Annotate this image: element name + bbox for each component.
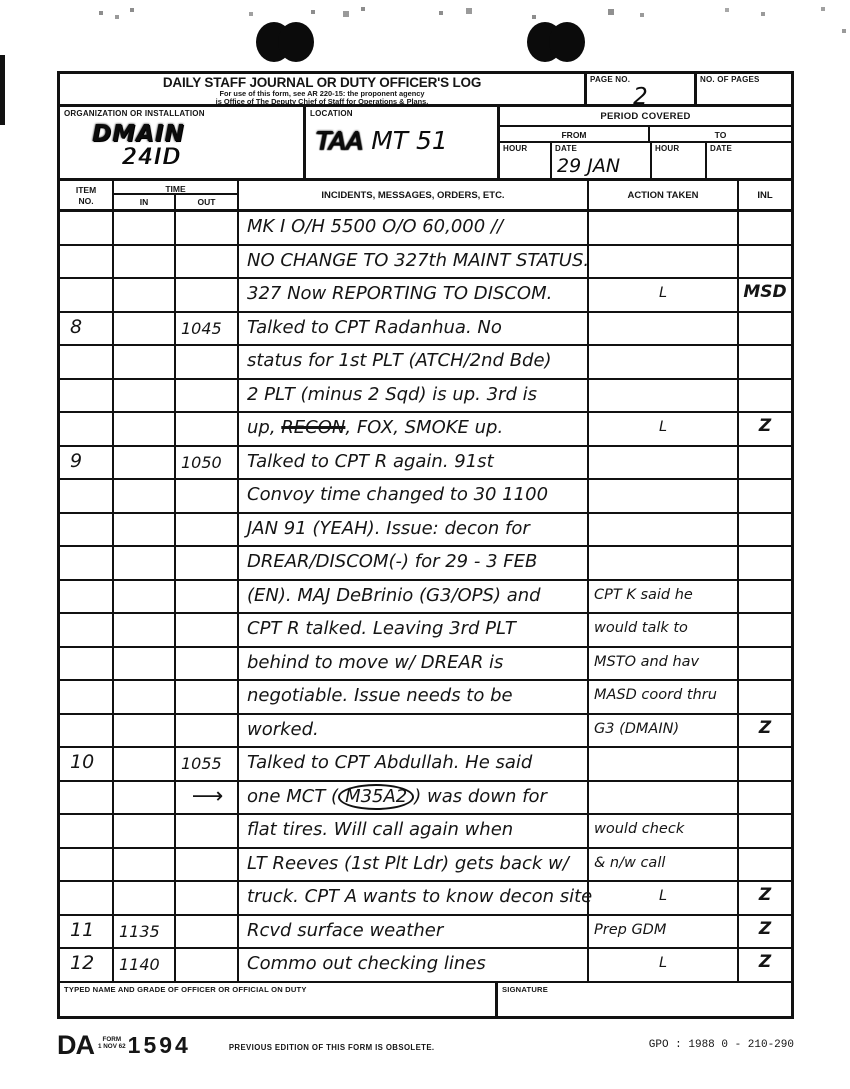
time-out-cell: 1055: [174, 748, 237, 780]
log-row: [60, 246, 791, 280]
form-title-row: [60, 74, 791, 110]
time-out-cell: [174, 815, 237, 847]
time-in-cell: [112, 246, 174, 278]
initials-cell: [737, 581, 791, 613]
to-label: TO: [714, 129, 727, 140]
initials-cell: MSD: [737, 279, 791, 311]
page-no-label: PAGE NO.: [590, 75, 631, 84]
incident-text-cell: Commo out checking lines: [237, 949, 587, 981]
time-out-cell: [174, 547, 237, 579]
time-in-cell: [112, 614, 174, 646]
log-table-header: [60, 181, 791, 212]
location-cell: [303, 107, 497, 178]
time-out-cell: [174, 581, 237, 613]
log-row: [60, 782, 791, 816]
time-out-cell: 1050: [174, 447, 237, 479]
incident-text-cell: Talked to CPT R again. 91st: [237, 447, 587, 479]
incident-text-cell: MK I O/H 5500 O/O 60,000 //: [237, 212, 587, 244]
time-in-cell: [112, 648, 174, 680]
time-out-cell: [174, 413, 237, 445]
time-in-cell: [112, 748, 174, 780]
log-row: [60, 581, 791, 615]
time-out-cell: [174, 212, 237, 244]
initials-cell: Z: [737, 916, 791, 948]
time-in-cell: [112, 480, 174, 512]
initials-cell: [737, 614, 791, 646]
form-subtitle-line1: For use of this form, see AR 220-15: the proponent agency: [219, 89, 425, 98]
time-in-cell: [112, 681, 174, 713]
gpo-print-code: GPO : 1988 0 - 210-290: [648, 1039, 794, 1051]
item-no-cell: 11: [70, 918, 95, 941]
incident-text-cell: 2 PLT (minus 2 Sqd) is up. 3rd is: [237, 380, 587, 412]
to-hour-label: HOUR: [655, 144, 680, 153]
form-footer-print: [57, 1032, 794, 1059]
item-no-cell: [60, 380, 112, 412]
action-taken-cell: would talk to: [587, 614, 737, 646]
item-header-line1: ITEM: [75, 185, 97, 195]
signature-row: [60, 983, 791, 1016]
incident-text-cell: behind to move w/ DREAR is: [237, 648, 587, 680]
form-title: DAILY STAFF JOURNAL OR DUTY OFFICER'S LOG: [162, 75, 482, 90]
organization-label: ORGANIZATION OR INSTALLATION: [64, 109, 205, 118]
incident-text-cell: Convoy time changed to 30 1100: [237, 480, 587, 512]
incident-text-cell: Rcvd surface weather: [237, 916, 587, 948]
time-in-cell: [112, 279, 174, 311]
log-row: [60, 480, 791, 514]
organization-cell: [60, 107, 303, 178]
action-taken-cell: CPT K said he: [587, 581, 737, 613]
signature-label: SIGNATURE: [502, 985, 548, 994]
time-out-cell: [174, 648, 237, 680]
item-no-header: [60, 181, 112, 209]
initials-cell: [737, 480, 791, 512]
to-hour-cell: [650, 143, 705, 178]
time-out-cell: [174, 849, 237, 881]
incident-text-cell: LT Reeves (1st Plt Ldr) gets back w/: [237, 849, 587, 881]
form-id-block: [57, 1032, 191, 1059]
location-value: [316, 126, 493, 155]
form-title-cell: [60, 74, 584, 104]
initials-cell: [737, 380, 791, 412]
initials-cell: [737, 849, 791, 881]
action-taken-cell: [587, 748, 737, 780]
time-in-cell: [112, 547, 174, 579]
time-in-cell: [112, 882, 174, 914]
log-row: [60, 648, 791, 682]
action-taken-cell: Prep GDM: [587, 916, 737, 948]
action-taken-cell: L: [587, 882, 737, 914]
organization-value-line1: DMAIN: [92, 121, 185, 147]
no-of-pages-label: NO. OF PAGES: [700, 75, 760, 84]
time-out-cell: ⟶: [174, 782, 237, 814]
time-in-cell: [112, 715, 174, 747]
time-in-cell: [112, 313, 174, 345]
action-taken-cell: [587, 782, 737, 814]
circled-text: M35A2: [338, 784, 414, 810]
log-row: [60, 380, 791, 414]
location-text: MT 51: [371, 126, 448, 155]
form-word: FORM: [102, 1036, 122, 1043]
time-in-cell: [112, 581, 174, 613]
log-row: [60, 715, 791, 749]
item-no-cell: 10: [70, 751, 95, 773]
location-scribble: TAA: [316, 126, 364, 155]
log-row: [60, 447, 791, 481]
item-no-cell: [60, 547, 112, 579]
incident-text-cell: up, RECON, FOX, SMOKE up.: [237, 413, 587, 445]
action-taken-cell: [587, 346, 737, 378]
to-date-label: DATE: [710, 144, 732, 153]
initials-cell: [737, 815, 791, 847]
time-in-cell: [112, 447, 174, 479]
item-no-cell: [60, 514, 112, 546]
obsolete-note: PREVIOUS EDITION OF THIS FORM IS OBSOLETE.: [228, 1043, 435, 1052]
log-table-body: [60, 212, 791, 983]
initials-cell: [737, 313, 791, 345]
action-taken-cell: [587, 313, 737, 345]
initials-cell: Z: [737, 413, 791, 445]
log-row: [60, 212, 791, 246]
log-row: [60, 916, 791, 950]
initials-cell: [737, 782, 791, 814]
from-date-label: DATE: [555, 144, 577, 153]
initials-cell: Z: [737, 949, 791, 981]
item-no-cell: [60, 849, 112, 881]
item-no-cell: [60, 346, 112, 378]
item-no-cell: 12: [70, 952, 95, 974]
incident-text-cell: (EN). MAJ DeBrinio (G3/OPS) and: [237, 581, 587, 613]
time-out-cell: [174, 346, 237, 378]
time-out-cell: [174, 614, 237, 646]
time-out-cell: [174, 246, 237, 278]
log-row: [60, 815, 791, 849]
item-no-cell: [60, 681, 112, 713]
action-taken-cell: MASD coord thru: [587, 681, 737, 713]
time-out-cell: [174, 949, 237, 981]
struck-text: RECON: [281, 417, 346, 438]
initials-cell: [737, 212, 791, 244]
page-no-value: 2: [633, 84, 648, 110]
action-taken-cell: & n/w call: [587, 849, 737, 881]
time-in-cell: 1135: [112, 916, 174, 948]
incident-text-cell: negotiable. Issue needs to be: [237, 681, 587, 713]
incident-text-cell: status for 1st PLT (ATCH/2nd Bde): [237, 346, 587, 378]
period-from-to-row: [500, 127, 791, 143]
action-taken-cell: L: [587, 279, 737, 311]
time-out-cell: [174, 279, 237, 311]
action-taken-cell: L: [587, 413, 737, 445]
log-row: [60, 313, 791, 347]
log-row: [60, 346, 791, 380]
from-hour-cell: [500, 143, 550, 178]
log-row: [60, 279, 791, 313]
incident-text-cell: CPT R talked. Leaving 3rd PLT: [237, 614, 587, 646]
item-no-cell: [60, 279, 112, 311]
action-taken-cell: [587, 447, 737, 479]
from-hour-label: HOUR: [503, 144, 528, 153]
incident-text-cell: truck. CPT A wants to know decon site: [237, 882, 587, 914]
time-out-cell: [174, 715, 237, 747]
time-in-cell: [112, 849, 174, 881]
item-no-cell: [60, 782, 112, 814]
item-no-cell: 9: [70, 449, 83, 472]
form-edition-date: 1 NOV 62: [98, 1043, 126, 1051]
scan-noise: [0, 0, 2, 2]
hole-punch-icon: [527, 22, 585, 62]
action-taken-header: ACTION TAKEN: [587, 181, 737, 209]
action-taken-cell: [587, 380, 737, 412]
item-no-cell: [60, 212, 112, 244]
time-header-label: TIME: [114, 181, 237, 195]
item-no-cell: [60, 246, 112, 278]
item-no-cell: [60, 815, 112, 847]
incident-text-cell: one MCT ( M35A2 ) was down for: [237, 782, 587, 814]
org-location-period-row: [60, 107, 791, 181]
action-taken-cell: [587, 547, 737, 579]
da-form-1594: [57, 71, 794, 1019]
time-in-cell: [112, 514, 174, 546]
item-no-cell: [60, 581, 112, 613]
from-date-value: 29 JAN: [557, 155, 621, 177]
hole-punch-icon: [256, 22, 314, 62]
log-row: [60, 514, 791, 548]
item-no-cell: [60, 614, 112, 646]
time-out-cell: [174, 480, 237, 512]
initials-cell: [737, 748, 791, 780]
time-out-cell: [174, 380, 237, 412]
time-in-header: IN: [114, 195, 176, 209]
no-of-pages-cell: [694, 74, 791, 104]
signature-cell: [495, 983, 791, 1016]
time-in-out-header: [114, 195, 237, 209]
form-subtitle-line2: is Office of The Deputy Chief of Staff for Operations & Plans.: [215, 96, 429, 106]
incident-text-cell: flat tires. Will call again when: [237, 815, 587, 847]
scan-edge-mark: [0, 55, 5, 125]
from-label: FROM: [500, 127, 650, 141]
time-out-cell: [174, 681, 237, 713]
time-out-cell: 1045: [174, 313, 237, 345]
time-in-cell: [112, 346, 174, 378]
initials-cell: [737, 681, 791, 713]
action-taken-cell: [587, 480, 737, 512]
period-hour-date-row: [500, 143, 791, 178]
from-date-cell: [550, 143, 650, 178]
item-header-line2: NO.: [78, 195, 94, 206]
log-row: [60, 547, 791, 581]
initials-header: INL: [737, 181, 791, 209]
page-no-cell: [584, 74, 694, 110]
incident-text-cell: worked.: [237, 715, 587, 747]
log-row: [60, 849, 791, 883]
location-label: LOCATION: [310, 109, 353, 118]
initials-cell: [737, 346, 791, 378]
action-taken-cell: MSTO and hav: [587, 648, 737, 680]
incident-text-cell: DREAR/DISCOM(-) for 29 - 3 FEB: [237, 547, 587, 579]
action-taken-cell: [587, 514, 737, 546]
log-row: [60, 949, 791, 983]
incident-text-cell: Talked to CPT Abdullah. He said: [237, 748, 587, 780]
item-no-cell: 8: [70, 315, 83, 338]
time-in-cell: [112, 815, 174, 847]
period-covered-label: PERIOD COVERED: [500, 107, 791, 127]
item-no-cell: [60, 413, 112, 445]
incident-text-cell: JAN 91 (YEAH). Issue: decon for: [237, 514, 587, 546]
item-no-cell: [60, 715, 112, 747]
item-no-cell: [60, 648, 112, 680]
organization-value-line2: 24ID: [122, 145, 182, 170]
action-taken-cell: [587, 246, 737, 278]
form-edition-block: [98, 1036, 126, 1050]
log-row: [60, 882, 791, 916]
initials-cell: [737, 447, 791, 479]
da-abbrev: DA: [57, 1030, 94, 1060]
initials-cell: Z: [737, 882, 791, 914]
log-row: [60, 748, 791, 782]
incidents-header: INCIDENTS, MESSAGES, ORDERS, ETC.: [237, 181, 587, 209]
action-taken-cell: would check: [587, 815, 737, 847]
time-header: [112, 181, 237, 209]
time-out-header: OUT: [197, 197, 216, 207]
incident-text-cell: Talked to CPT Radanhua. No: [237, 313, 587, 345]
log-row: [60, 413, 791, 447]
time-out-cell: [174, 882, 237, 914]
initials-cell: [737, 246, 791, 278]
typed-name-label: TYPED NAME AND GRADE OF OFFICER OR OFFICIAL ON DUTY: [64, 985, 307, 994]
time-in-cell: 1140: [112, 949, 174, 981]
time-in-cell: [112, 212, 174, 244]
hole-punch-lobe: [549, 22, 585, 62]
action-taken-cell: L: [587, 949, 737, 981]
action-taken-cell: [587, 212, 737, 244]
initials-cell: [737, 514, 791, 546]
initials-cell: [737, 547, 791, 579]
time-in-cell: [112, 413, 174, 445]
hole-punch-lobe: [278, 22, 314, 62]
form-number: 1594: [127, 1032, 191, 1058]
log-row: [60, 681, 791, 715]
time-in-cell: [112, 782, 174, 814]
time-out-cell: [174, 514, 237, 546]
incident-text-cell: 327 Now REPORTING TO DISCOM.: [237, 279, 587, 311]
typed-name-cell: [60, 983, 495, 1016]
action-taken-cell: G3 (DMAIN): [587, 715, 737, 747]
initials-cell: [737, 648, 791, 680]
time-in-cell: [112, 380, 174, 412]
time-out-cell: [174, 916, 237, 948]
initials-cell: Z: [737, 715, 791, 747]
period-covered-cell: [497, 107, 791, 178]
item-no-cell: [60, 480, 112, 512]
incident-text-cell: NO CHANGE TO 327th MAINT STATUS.: [237, 246, 587, 278]
to-date-cell: [705, 143, 791, 178]
log-row: [60, 614, 791, 648]
item-no-cell: [60, 882, 112, 914]
